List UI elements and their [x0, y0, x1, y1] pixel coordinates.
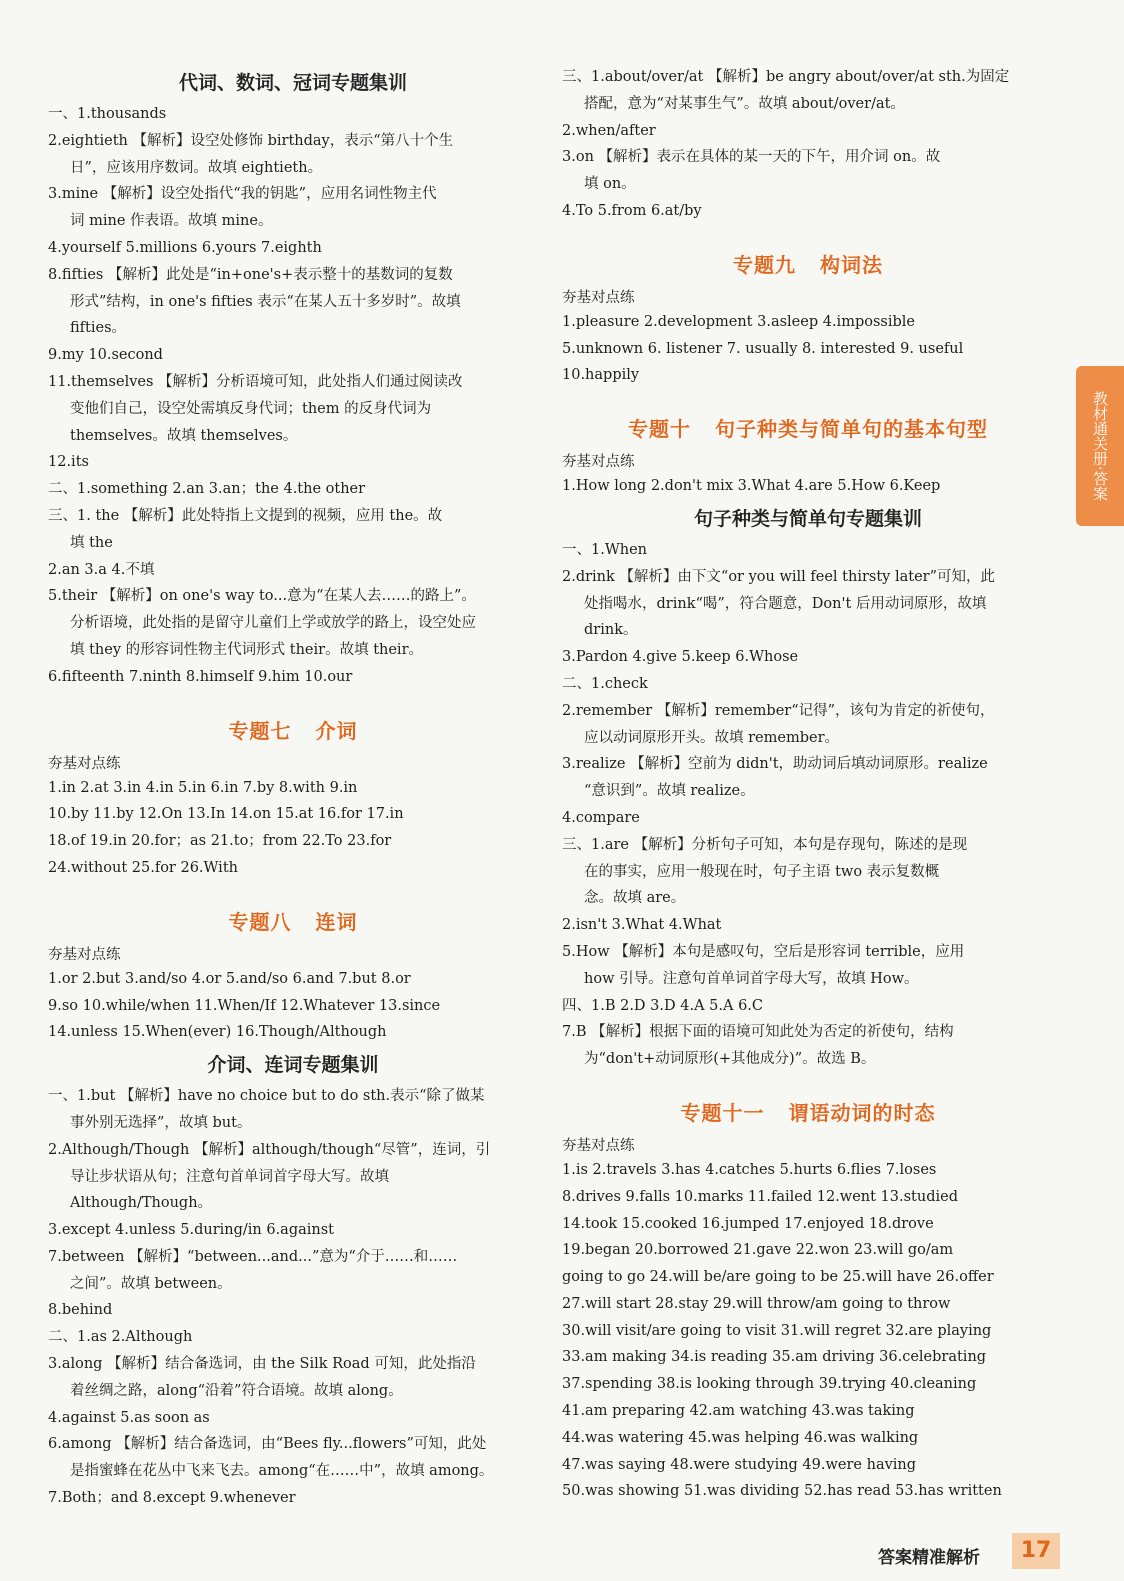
answer-continuation: 填 on。 [584, 176, 636, 193]
answer-line: 7.Both；and 8.except 9.whenever [48, 1490, 296, 1507]
answer-continuation: 搭配，意为“对某事生气”。故填 about/over/at。 [584, 95, 905, 112]
answer-line: 3.along 【解析】结合备选词，由 the Silk Road 可知，此处指沿 [48, 1356, 476, 1373]
answer-line: 2.isn't 3.What 4.What [562, 917, 722, 934]
footer-label: 答案精准解析 [878, 1548, 980, 1568]
answer-line: 3.on 【解析】表示在具体的某一天的下午，用介词 on。故 [562, 149, 941, 166]
answer-line: 37.spending 38.is looking through 39.trying 40.cleaning [562, 1376, 977, 1393]
topic-heading [48, 715, 538, 744]
answer-continuation: 导让步状语从句；注意句首单词首字母大写。故填 [70, 1168, 389, 1185]
answer-line: 8.drives 9.falls 10.marks 11.failed 12.went 13.studied [562, 1188, 958, 1205]
answer-continuation: 之间”。故填 between。 [70, 1275, 232, 1292]
answer-line: 四、1.B 2.D 3.D 4.A 5.A 6.C [562, 997, 763, 1014]
answer-continuation: 填 the [70, 534, 113, 551]
answer-line: 一、1.but 【解析】have no choice but to do sth.表示“除了做某 [48, 1088, 485, 1105]
answer-line: 3.mine 【解析】设空处指代“我的钥匙”，应用名词性物主代 [48, 186, 437, 203]
answer-line: 5.unknown 6. listener 7. usually 8. interested 9. useful [562, 340, 964, 357]
answer-continuation: how 引导。注意句首单词首字母大写，故填 How。 [584, 970, 919, 987]
topic-heading [562, 249, 1054, 278]
answer-line: 4.yourself 5.millions 6.yours 7.eighth [48, 239, 322, 256]
answer-continuation: 着丝绸之路，along“沿着”符合语境。故填 along。 [70, 1382, 403, 1399]
answer-line: 7.B 【解析】根据下面的语境可知此处为否定的祈使句，结构 [562, 1024, 954, 1041]
answer-line: 1.is 2.travels 3.has 4.catches 5.hurts 6.flies 7.loses [562, 1161, 937, 1178]
answer-line: 9.my 10.second [48, 347, 163, 364]
answer-continuation: 为“don't+动词原形(+其他成分)”。故选 B。 [584, 1051, 876, 1068]
answer-continuation: fifties。 [70, 320, 127, 337]
answer-line: 2.an 3.a 4.不填 [48, 561, 155, 578]
answer-line: 6.fifteenth 7.ninth 8.himself 9.him 10.our [48, 668, 353, 685]
answer-line: 10.happily [562, 367, 640, 384]
answer-line: 3.except 4.unless 5.during/in 6.against [48, 1222, 334, 1239]
answer-line: 7.between 【解析】“between...and...”意为“介于……和…… [48, 1248, 458, 1265]
answer-line: 9.so 10.while/when 11.When/If 12.Whatever 13.since [48, 997, 441, 1014]
answer-line: 一、1.thousands [48, 106, 167, 122]
answer-line: 14.took 15.cooked 16.jumped 17.enjoyed 18.drove [562, 1215, 934, 1232]
answer-line: 6.among 【解析】结合备选词，由“Bees fly...flowers”可知，此处 [48, 1436, 487, 1453]
answer-line: 18.of 19.in 20.for；as 21.to；from 22.To 23.for [48, 833, 392, 850]
answer-line: 10.by 11.by 12.On 13.In 14.on 15.at 16.for 17.in [48, 806, 404, 823]
answer-line: 3.Pardon 4.give 5.keep 6.Whose [562, 649, 799, 666]
answer-line: 5.their 【解析】on one's way to...意为“在某人去……的路上”。 [48, 588, 476, 605]
answer-continuation: drink。 [584, 622, 638, 639]
answer-continuation: 应以动词原形开头。故填 remember。 [584, 729, 839, 746]
answer-line: 1.or 2.but 3.and/so 4.or 5.and/so 6.and 7.but 8.or [48, 970, 411, 987]
answer-line: 12.its [48, 454, 89, 471]
topic-number: 专题七 [228, 718, 292, 743]
answer-line: 33.am making 34.is reading 35.am driving 36.celebrating [562, 1349, 987, 1366]
answer-line: 44.was watering 45.was helping 46.was walking [562, 1429, 919, 1446]
topic-name: 介词 [315, 718, 358, 743]
answer-line: 2.eightieth 【解析】设空处修饰 birthday，表示“第八十个生 [48, 132, 454, 149]
answer-line: 14.unless 15.When(ever) 16.Though/Although [48, 1024, 387, 1041]
topic-name: 连词 [315, 909, 358, 934]
topic-heading [48, 906, 538, 935]
answer-line: 27.will start 28.stay 29.will throw/am going to throw [562, 1295, 951, 1312]
topic-name: 谓语动词的时态 [788, 1100, 936, 1125]
answer-line: 一、1.When [562, 541, 647, 558]
topic-number: 专题九 [733, 252, 796, 277]
section-title: 代词、数词、冠词专题集训 [178, 72, 407, 94]
topic-name: 句子种类与简单句的基本句型 [715, 417, 988, 442]
answer-line: 41.am preparing 42.am watching 43.was taking [562, 1403, 915, 1420]
answer-continuation: 分析语境，此处指的是留守儿童们上学或放学的路上，设空处应 [70, 615, 476, 632]
answer-line: 50.was showing 51.was dividing 52.has read 53.has written [562, 1483, 1002, 1500]
answer-continuation: 是指蜜蜂在花丛中飞来飞去。among“在……中”，故填 among。 [70, 1463, 494, 1480]
answer-line: 8.behind [48, 1302, 113, 1319]
answer-line: 11.themselves 【解析】分析语境可知，此处指人们通过阅读改 [48, 373, 463, 390]
answer-line: 24.without 25.for 26.With [48, 859, 238, 876]
answer-continuation: Although/Though。 [70, 1195, 213, 1212]
answer-line: 2.remember 【解析】remember“记得”，该句为肯定的祈使句， [562, 702, 995, 719]
left-column [48, 64, 538, 1512]
answer-line: 三、1. the 【解析】此处特指上文提到的视频，应用 the。故 [48, 507, 443, 524]
answer-continuation: 变他们自己，设空处需填反身代词；them 的反身代词为 [70, 400, 432, 417]
practice-subheading: 夯基对点练 [562, 289, 635, 306]
answer-line: 4.against 5.as soon as [48, 1409, 210, 1426]
answer-line: 1.in 2.at 3.in 4.in 5.in 6.in 7.by 8.with 9.in [48, 779, 358, 796]
answer-continuation: 念。故填 are。 [584, 890, 686, 907]
practice-subheading: 夯基对点练 [562, 454, 635, 471]
answer-line: 19.began 20.borrowed 21.gave 22.won 23.will go/am [562, 1242, 954, 1259]
topic-number: 专题十 [628, 417, 691, 442]
practice-subheading: 夯基对点练 [48, 755, 121, 772]
answer-line: 2.when/after [562, 122, 656, 139]
answer-line: 30.will visit/are going to visit 31.will regret 32.are playing [562, 1322, 992, 1339]
topic-heading [562, 1097, 1054, 1126]
topic-name: 构词法 [820, 252, 883, 277]
topic-number: 专题十一 [680, 1100, 765, 1125]
answer-continuation: 形式”结构，in one's fifties 表示“在某人五十多岁时”。故填 [70, 293, 461, 310]
answer-line: 三、1.about/over/at 【解析】be angry about/over/at sth.为固定 [562, 69, 1010, 85]
answer-line: 二、1.check [562, 675, 648, 692]
answer-line: 4.To 5.from 6.at/by [562, 202, 702, 219]
answer-line: 8.fifties 【解析】此处是“in+one's+表示整十的基数词的复数 [48, 266, 453, 283]
topic-heading [562, 413, 1054, 442]
answer-line: 3.realize 【解析】空前为 didn't，助动词后填动词原形。realize [562, 756, 988, 773]
answer-line: going to go 24.will be/are going to be 25.will have 26.offer [562, 1269, 994, 1286]
section-title: 句子种类与简单句专题集训 [693, 507, 922, 530]
topic-number: 专题八 [228, 909, 292, 934]
answer-continuation: 日”，应该用序数词。故填 eightieth。 [70, 159, 323, 176]
page-number: 17 [1012, 1533, 1060, 1569]
answer-line: 47.was saying 48.were studying 49.were having [562, 1456, 917, 1473]
answer-continuation: themselves。故填 themselves。 [70, 427, 298, 444]
answer-line: 二、1.something 2.an 3.an；the 4.the other [48, 481, 366, 498]
answer-continuation: 在的事实，应用一般现在时，句子主语 two 表示复数概 [584, 863, 940, 880]
answer-line: 1.pleasure 2.development 3.asleep 4.impossible [562, 313, 915, 330]
answer-line: 二、1.as 2.Although [48, 1329, 193, 1346]
answer-continuation: 填 they 的形容词性物主代词形式 their。故填 their。 [70, 641, 424, 658]
right-column [562, 64, 1054, 1505]
answer-line: 2.drink 【解析】由下文“or you will feel thirsty later”可知，此 [562, 568, 996, 585]
answer-line: 5.How 【解析】本句是感叹句，空后是形容词 terrible，应用 [562, 943, 965, 960]
answer-continuation: 事外别无选择”，故填 but。 [70, 1114, 252, 1131]
practice-subheading: 夯基对点练 [562, 1137, 635, 1154]
answer-line: 1.How long 2.don't mix 3.What 4.are 5.How 6.Keep [562, 478, 941, 495]
side-tab: 教材通关册·答案 [1076, 366, 1124, 526]
answer-continuation: “意识到”。故填 realize。 [584, 783, 755, 800]
answer-continuation: 词 mine 作表语。故填 mine。 [70, 213, 273, 230]
answer-line: 4.compare [562, 809, 640, 826]
section-title: 介词、连词专题集训 [207, 1054, 379, 1077]
answer-line: 2.Although/Though 【解析】although/though“尽管”，连词，引 [48, 1141, 491, 1158]
answer-line: 三、1.are 【解析】分析句子可知，本句是存现句，陈述的是现 [562, 836, 968, 853]
answer-continuation: 处指喝水，drink“喝”，符合题意，Don't 后用动词原形，故填 [584, 595, 987, 612]
practice-subheading: 夯基对点练 [48, 946, 121, 963]
